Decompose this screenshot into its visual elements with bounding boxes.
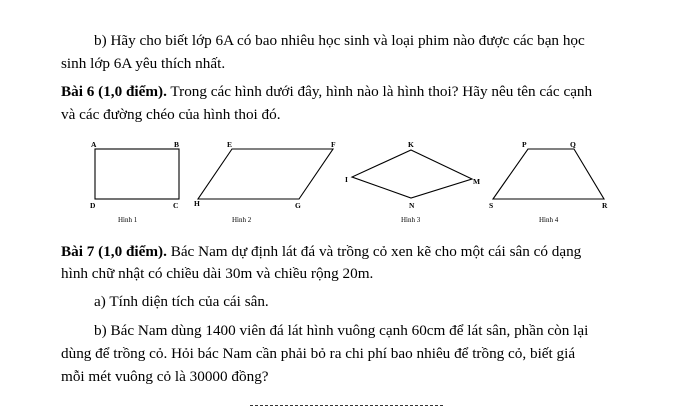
figure-3-rhombus xyxy=(345,140,480,224)
question-6-line-2: và các đường chéo của hình thoi đó. xyxy=(61,106,281,123)
vertex-label-i: I xyxy=(345,175,348,184)
vertex-label-f: F xyxy=(331,140,336,149)
figure-4-trapezoid xyxy=(489,140,608,224)
question-6-title: Bài 6 (1,0 điểm). xyxy=(61,83,167,100)
vertex-label-n: N xyxy=(409,201,415,210)
question-7b-line-1: b) Bác Nam dùng 1400 viên đá lát hình vuông cạnh 60cm để lát sân, phần còn lại xyxy=(94,322,589,339)
vertex-label-p: P xyxy=(522,140,527,149)
question-7b-line-3: mỗi mét vuông cỏ là 30000 đồng? xyxy=(61,368,269,385)
vertex-label-s: S xyxy=(489,201,494,210)
figure-2-caption: Hình 2 xyxy=(232,216,252,224)
question-7-title: Bài 7 (1,0 điểm). xyxy=(61,243,167,260)
question-6-text: Trong các hình dưới đây, hình nào là hình thoi? Hãy nêu tên các cạnh xyxy=(166,83,593,100)
trapezoid-shape xyxy=(493,149,604,199)
dashed-divider xyxy=(250,405,443,406)
figure-1-rectangle xyxy=(90,140,179,224)
vertex-label-d: D xyxy=(90,201,96,210)
rhombus-shape xyxy=(352,150,472,198)
figure-2-parallelogram xyxy=(194,140,336,224)
vertex-label-r: R xyxy=(602,201,608,210)
figure-3-caption: Hình 3 xyxy=(401,216,421,224)
figure-4-caption: Hình 4 xyxy=(539,216,559,224)
vertex-label-h: H xyxy=(194,199,200,208)
parallelogram-shape xyxy=(198,149,333,199)
vertex-label-e: E xyxy=(227,140,233,149)
vertex-label-k: K xyxy=(408,140,414,149)
vertex-label-c: C xyxy=(173,201,179,210)
vertex-label-g: G xyxy=(295,201,301,210)
question-7b-line-2: dùng để trồng cỏ. Hỏi bác Nam cần phải bỏ ra chi phí bao nhiêu để trồng cỏ, biết giá xyxy=(61,345,576,362)
rectangle-shape xyxy=(95,149,179,199)
figure-1-caption: Hình 1 xyxy=(118,216,138,224)
question-5b-line-1: b) Hãy cho biết lớp 6A có bao nhiêu học sinh và loại phim nào được các bạn học xyxy=(94,32,585,49)
question-5b-line-2: sinh lớp 6A yêu thích nhất. xyxy=(61,55,226,72)
question-7-line-2: hình chữ nhật có chiều dài 30m và chiều rộng 20m. xyxy=(61,265,374,282)
question-7-text: Bác Nam dự định lát đá và trồng cỏ xen kẽ cho một cái sân có dạng xyxy=(166,243,582,260)
question-7a: a) Tính diện tích của cái sân. xyxy=(94,293,269,310)
vertex-label-m: M xyxy=(473,177,481,186)
vertex-label-b: B xyxy=(174,140,180,149)
question-7-line-1 xyxy=(0,242,691,262)
vertex-label-a: A xyxy=(91,140,97,149)
vertex-label-q: Q xyxy=(570,140,576,149)
